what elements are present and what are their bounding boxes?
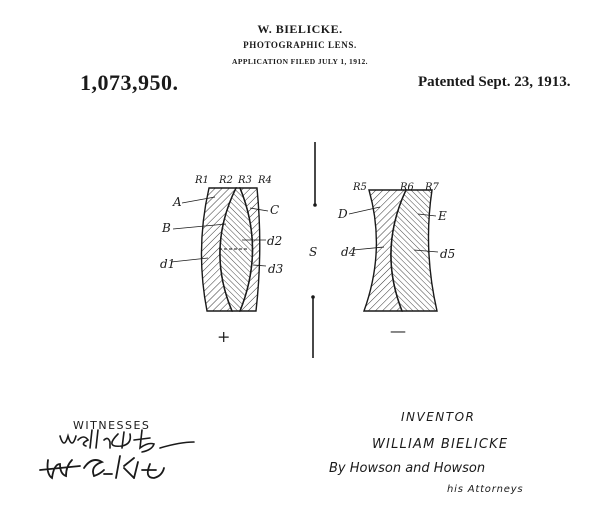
label-a: A	[173, 195, 182, 209]
front-positive-sign: +	[217, 327, 231, 346]
inventor-name: W. BIELICKE.	[257, 22, 343, 36]
label-r3: R3	[238, 175, 252, 186]
label-b: B	[162, 221, 171, 235]
attorney-signature: By Howson and Howson	[329, 461, 486, 476]
inventor-name-signature: WILLIAM BIELICKE	[372, 437, 509, 452]
label-d1: d1	[160, 257, 176, 271]
patent-date: Patented Sept. 23, 1913.	[418, 74, 571, 90]
attorneys-caption: his Attorneys	[447, 484, 524, 495]
label-d3: d3	[268, 262, 284, 276]
label-r7: R7	[425, 182, 439, 193]
label-r4: R4	[258, 175, 272, 186]
front-lens-group	[201, 188, 259, 311]
label-d4: d4	[341, 245, 357, 259]
label-r2: R2	[219, 175, 233, 186]
label-r5: R5	[353, 182, 367, 193]
witness-signature-2	[40, 456, 164, 478]
inventor-heading: INVENTOR	[401, 410, 476, 424]
invention-title: PHOTOGRAPHIC LENS.	[243, 40, 357, 50]
label-r6: R6	[400, 182, 414, 193]
label-r1: R1	[195, 175, 209, 186]
label-d2: d2	[267, 234, 283, 248]
label-e: E	[438, 209, 447, 223]
application-filed-line: APPLICATION FILED JULY 1, 1912.	[232, 57, 368, 66]
rear-negative-sign: —	[390, 321, 406, 340]
label-d: D	[338, 207, 348, 221]
witness-signature-1	[60, 430, 194, 452]
label-stop-s: S	[309, 245, 318, 259]
label-d5: d5	[440, 247, 456, 261]
witnesses-heading: WITNESSES	[73, 419, 151, 432]
patent-number: 1,073,950.	[80, 70, 179, 95]
label-c: C	[270, 203, 280, 217]
